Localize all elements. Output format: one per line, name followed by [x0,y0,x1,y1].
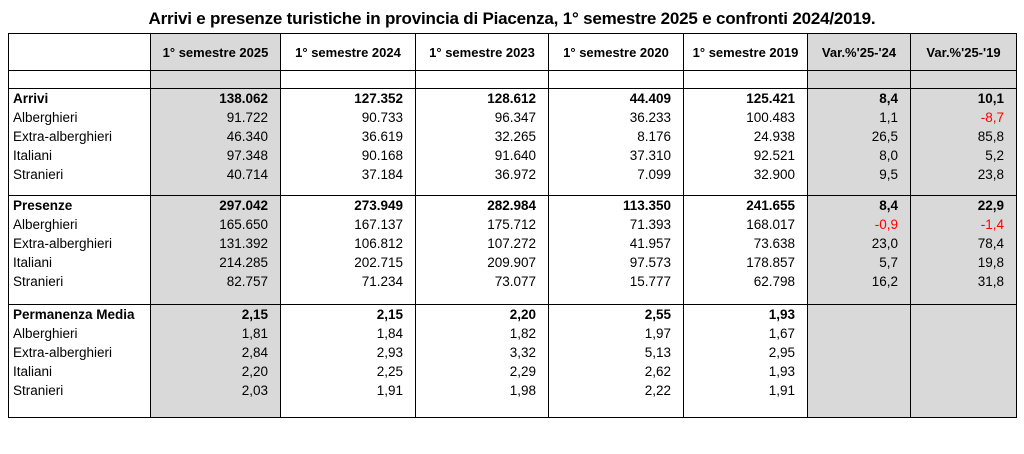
spacer-cell [684,400,808,418]
value-cell [808,343,911,362]
value-cell: 8,4 [808,89,911,109]
value-cell: 37.184 [281,165,416,184]
spacer-cell [808,184,911,196]
value-cell: 5,7 [808,253,911,272]
table-row [9,272,1017,291]
page-title: Arrivi e presenze turistiche in provincia di Piacenza, 1° semestre 2025 e confronti 2024/2019. [148,9,876,28]
value-cell: 2,03 [151,381,281,400]
value-cell: 36.233 [549,108,684,127]
value-cell [911,381,1017,400]
value-cell: 2,15 [151,305,281,325]
value-cell: 85,8 [911,127,1017,146]
value-cell: 22,9 [911,196,1017,216]
table-row [9,108,1017,127]
value-cell: 24.938 [684,127,808,146]
spacer-row [9,184,1017,196]
value-cell: 8,4 [808,196,911,216]
value-cell: 96.347 [416,108,549,127]
spacer-cell [281,184,416,196]
value-cell: 1,82 [416,324,549,343]
spacer-cell [281,400,416,418]
value-cell: 46.340 [151,127,281,146]
value-cell: 167.137 [281,215,416,234]
value-cell: 178.857 [684,253,808,272]
spacer-cell [151,71,281,89]
value-cell: 2,29 [416,362,549,381]
spacer-cell [151,291,281,305]
value-cell: 15.777 [549,272,684,291]
spacer-cell [684,184,808,196]
value-cell: 32.265 [416,127,549,146]
value-cell: 1,81 [151,324,281,343]
spacer-cell [416,400,549,418]
value-cell: 90.168 [281,146,416,165]
spacer-cell [808,400,911,418]
value-cell: 1,93 [684,362,808,381]
value-cell [911,324,1017,343]
table-row [9,362,1017,381]
value-cell: 2,20 [151,362,281,381]
value-cell: 165.650 [151,215,281,234]
spacer-cell [549,71,684,89]
column-header-var-25-19: Var.%'25-'19 [911,34,1017,71]
table-row [9,89,1017,109]
spacer-row [9,291,1017,305]
value-cell: 1,93 [684,305,808,325]
value-cell: 78,4 [911,234,1017,253]
value-cell: 5,13 [549,343,684,362]
column-header-sem2023: 1° semestre 2023 [416,34,549,71]
table-row [9,324,1017,343]
value-cell: 1,91 [684,381,808,400]
value-cell: 2,95 [684,343,808,362]
table-row [9,146,1017,165]
value-cell: 91.722 [151,108,281,127]
value-cell: 71.393 [549,215,684,234]
row-label: Italiani [9,253,151,272]
value-cell: 100.483 [684,108,808,127]
value-cell: 91.640 [416,146,549,165]
value-cell: -1,4 [911,215,1017,234]
row-label: Stranieri [9,272,151,291]
spacer-cell [9,71,151,89]
value-cell: 44.409 [549,89,684,109]
spacer-cell [684,291,808,305]
spacer-cell [549,184,684,196]
value-cell [911,305,1017,325]
row-label: Extra-alberghieri [9,234,151,253]
spacer-cell [911,400,1017,418]
value-cell: 138.062 [151,89,281,109]
spacer-cell [281,291,416,305]
value-cell [911,362,1017,381]
spacer-cell [151,400,281,418]
row-label: Italiani [9,146,151,165]
column-header-var-25-24: Var.%'25-'24 [808,34,911,71]
value-cell: 90.733 [281,108,416,127]
column-header-sem2020: 1° semestre 2020 [549,34,684,71]
spacer-row [9,400,1017,418]
value-cell: 36.972 [416,165,549,184]
header-row [9,34,1017,71]
value-cell: 2,15 [281,305,416,325]
value-cell: 2,22 [549,381,684,400]
value-cell: 2,20 [416,305,549,325]
value-cell: 37.310 [549,146,684,165]
spacer-cell [416,291,549,305]
value-cell: 5,2 [911,146,1017,165]
row-label: Presenze [9,196,151,216]
spacer-cell [281,71,416,89]
row-label: Arrivi [9,89,151,109]
table-row [9,305,1017,325]
value-cell: 2,55 [549,305,684,325]
value-cell: 23,8 [911,165,1017,184]
value-cell: 10,1 [911,89,1017,109]
value-cell: 3,32 [416,343,549,362]
value-cell: 8.176 [549,127,684,146]
row-label: Alberghieri [9,215,151,234]
spacer-cell [9,291,151,305]
table-row [9,196,1017,216]
value-cell: 282.984 [416,196,549,216]
value-cell: 175.712 [416,215,549,234]
spacer-cell [684,71,808,89]
value-cell [808,324,911,343]
spacer-cell [549,291,684,305]
value-cell [808,362,911,381]
spacer-row [9,71,1017,89]
value-cell: 1,98 [416,381,549,400]
tourism-statistics-table [8,33,1017,418]
value-cell: 41.957 [549,234,684,253]
value-cell: 7.099 [549,165,684,184]
table-row [9,343,1017,362]
table-row [9,215,1017,234]
column-header-sem2025: 1° semestre 2025 [151,34,281,71]
value-cell: 1,97 [549,324,684,343]
value-cell: 1,67 [684,324,808,343]
row-label: Extra-alberghieri [9,343,151,362]
row-label: Alberghieri [9,324,151,343]
column-header-sem2024: 1° semestre 2024 [281,34,416,71]
value-cell: 19,8 [911,253,1017,272]
table-row [9,127,1017,146]
value-cell: 113.350 [549,196,684,216]
value-cell: 2,93 [281,343,416,362]
spacer-cell [9,400,151,418]
value-cell: 273.949 [281,196,416,216]
value-cell [911,343,1017,362]
spacer-cell [808,291,911,305]
value-cell: 62.798 [684,272,808,291]
value-cell: 128.612 [416,89,549,109]
value-cell: 16,2 [808,272,911,291]
value-cell: 1,84 [281,324,416,343]
spacer-cell [911,71,1017,89]
value-cell: 97.348 [151,146,281,165]
value-cell: -8,7 [911,108,1017,127]
row-label: Extra-alberghieri [9,127,151,146]
table-row [9,253,1017,272]
spacer-cell [151,184,281,196]
table-row [9,234,1017,253]
value-cell [808,381,911,400]
value-cell: 73.638 [684,234,808,253]
column-header-label [9,34,151,71]
spacer-cell [416,184,549,196]
value-cell: 36.619 [281,127,416,146]
value-cell: 2,62 [549,362,684,381]
spacer-cell [911,184,1017,196]
value-cell: 31,8 [911,272,1017,291]
value-cell: 82.757 [151,272,281,291]
row-label: Stranieri [9,165,151,184]
value-cell: 32.900 [684,165,808,184]
value-cell: 241.655 [684,196,808,216]
value-cell: 40.714 [151,165,281,184]
value-cell: 127.352 [281,89,416,109]
value-cell: 23,0 [808,234,911,253]
value-cell: 202.715 [281,253,416,272]
value-cell: 26,5 [808,127,911,146]
spacer-cell [808,71,911,89]
value-cell: 107.272 [416,234,549,253]
table-row [9,165,1017,184]
row-label: Permanenza Media [9,305,151,325]
value-cell: 73.077 [416,272,549,291]
value-cell: 71.234 [281,272,416,291]
value-cell: 106.812 [281,234,416,253]
value-cell: 297.042 [151,196,281,216]
value-cell: 125.421 [684,89,808,109]
spacer-cell [911,291,1017,305]
value-cell: 168.017 [684,215,808,234]
row-label: Italiani [9,362,151,381]
value-cell: 97.573 [549,253,684,272]
value-cell: 209.907 [416,253,549,272]
value-cell: 2,84 [151,343,281,362]
value-cell: 214.285 [151,253,281,272]
row-label: Stranieri [9,381,151,400]
value-cell: 8,0 [808,146,911,165]
value-cell: 9,5 [808,165,911,184]
value-cell: -0,9 [808,215,911,234]
value-cell: 131.392 [151,234,281,253]
table-body [9,71,1017,418]
spacer-cell [549,400,684,418]
value-cell [808,305,911,325]
value-cell: 2,25 [281,362,416,381]
column-header-sem2019: 1° semestre 2019 [684,34,808,71]
spacer-cell [416,71,549,89]
value-cell: 92.521 [684,146,808,165]
value-cell: 1,1 [808,108,911,127]
table-row [9,381,1017,400]
row-label: Alberghieri [9,108,151,127]
value-cell: 1,91 [281,381,416,400]
spacer-cell [9,184,151,196]
